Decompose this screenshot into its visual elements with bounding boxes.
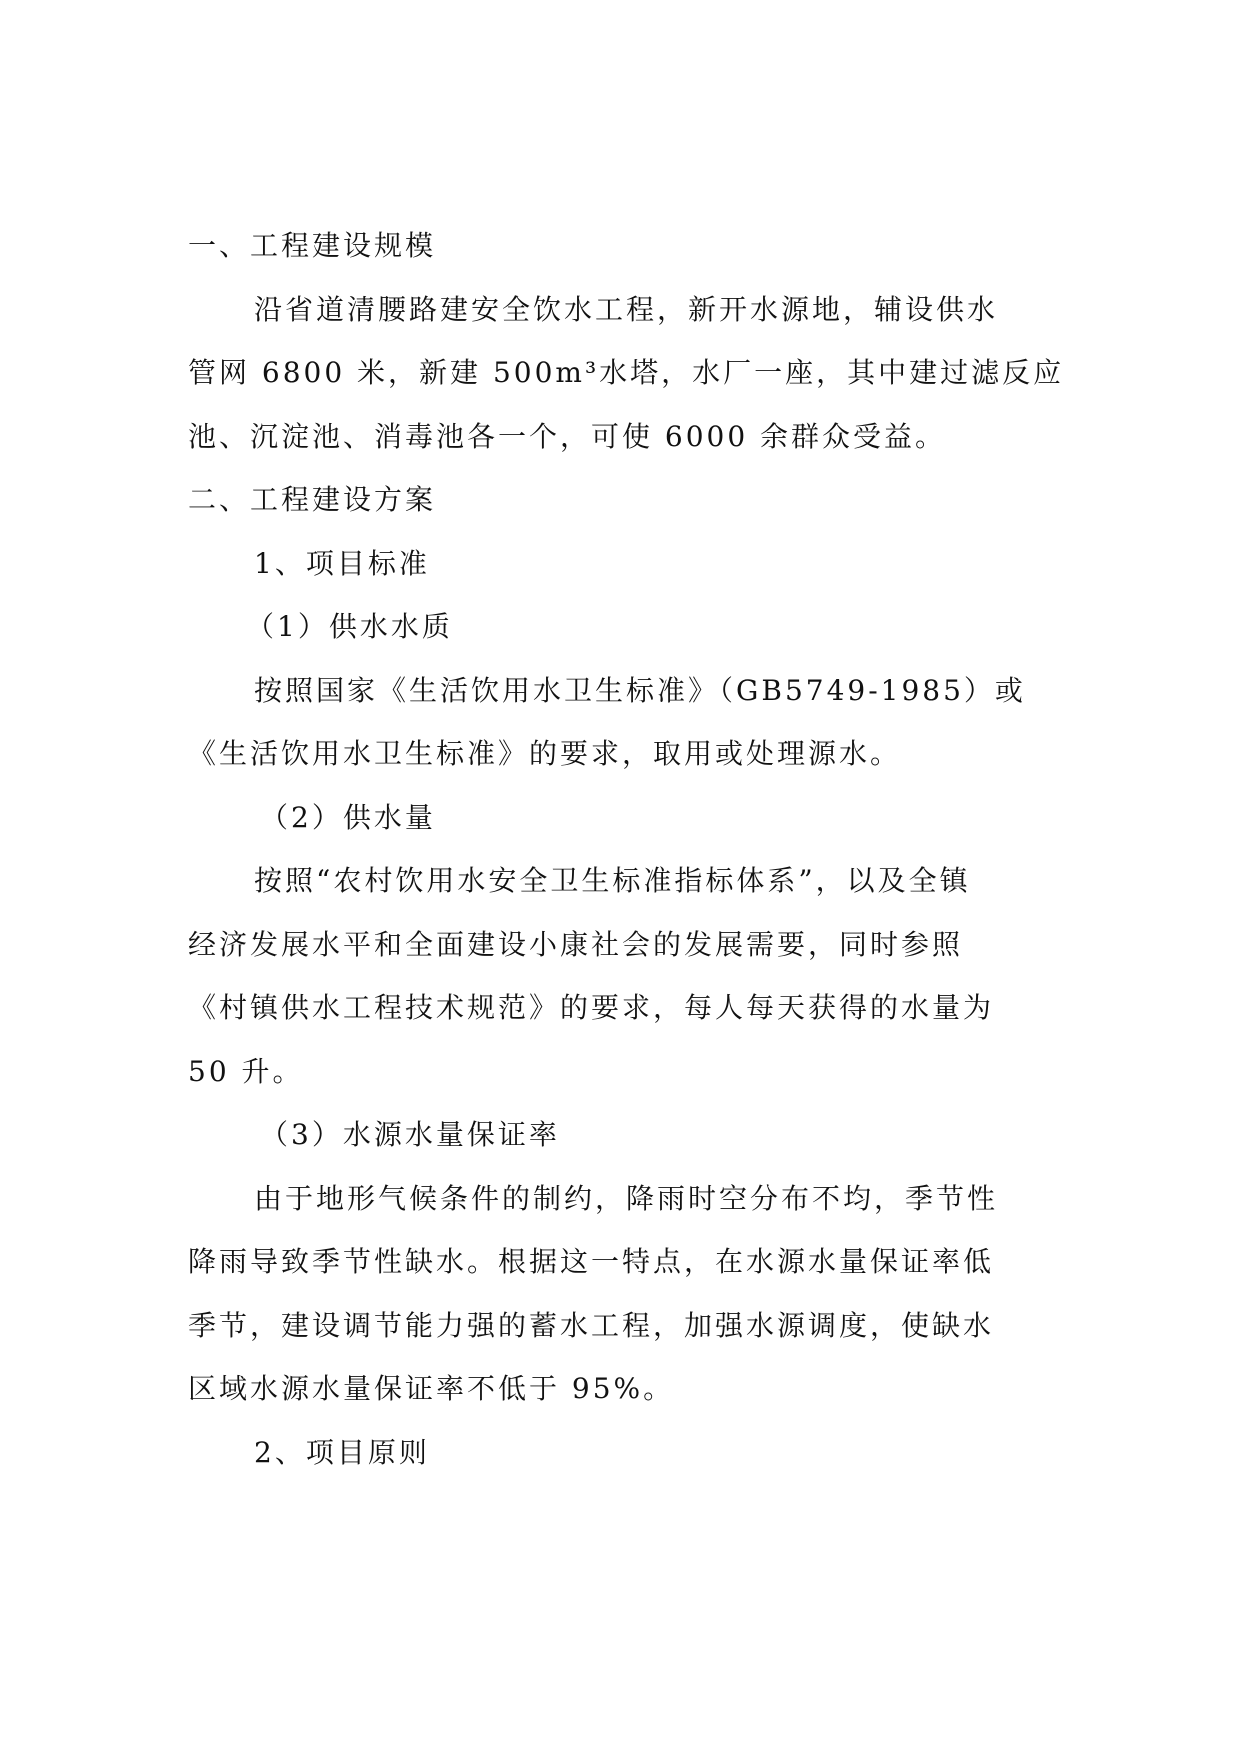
text-line: 沿省道清腰路建安全饮水工程，新开水源地，辅设供水 xyxy=(254,292,999,326)
paragraph-line xyxy=(188,1294,1068,1358)
paragraph-line xyxy=(188,278,1068,342)
section-heading-scale xyxy=(188,214,1068,278)
text-line: 季节，建设调节能力强的蓄水工程，加强水源调度，使缺水 xyxy=(188,1308,995,1342)
text-line: 二、工程建设方案 xyxy=(188,483,437,516)
paragraph-line xyxy=(188,1040,1068,1104)
text-line: 《生活饮用水卫生标准》的要求，取用或处理源水。 xyxy=(188,737,902,770)
paragraph-line xyxy=(188,659,1068,723)
section-heading-plan xyxy=(188,468,1068,532)
paragraph-line xyxy=(188,1357,1068,1421)
document-body xyxy=(188,214,1068,1484)
text-line: 按照国家《生活饮用水卫生标准》（GB5749-1985）或 xyxy=(254,673,1026,707)
subheading-project-standard xyxy=(188,532,1068,596)
text-line: （1）供水水质 xyxy=(246,610,453,643)
text-line: 2、项目原则 xyxy=(254,1435,430,1469)
text-line: 经济发展水平和全面建设小康社会的发展需要，同时参照 xyxy=(188,927,964,961)
paragraph-line xyxy=(188,913,1068,977)
text-line: 池、沉淀池、消毒池各一个，可使 6000 余群众受益。 xyxy=(188,419,947,453)
text-line: 《村镇供水工程技术规范》的要求，每人每天获得的水量为 xyxy=(188,991,995,1024)
text-line: 50 升。 xyxy=(188,1054,304,1088)
text-line: 降雨导致季节性缺水。根据这一特点，在水源水量保证率低 xyxy=(188,1245,995,1278)
subheading-water-quality xyxy=(188,595,1068,659)
paragraph-line xyxy=(188,341,1068,405)
text-line: （2）供水量 xyxy=(260,800,436,834)
text-line: 管网 6800 米，新建 500m³水塔，水厂一座，其中建过滤反应 xyxy=(188,356,1065,389)
text-line: （3）水源水量保证率 xyxy=(260,1118,560,1151)
paragraph-line xyxy=(188,1167,1068,1231)
text-line: 1、项目标准 xyxy=(254,546,430,580)
subheading-project-principles xyxy=(188,1421,1068,1485)
paragraph-line xyxy=(188,976,1068,1040)
text-line: 由于地形气候条件的制约，降雨时空分布不均，季节性 xyxy=(254,1181,999,1215)
subheading-water-quantity xyxy=(188,786,1068,850)
text-line: 按照“农村饮用水安全卫生标准指标体系”，以及全镇 xyxy=(254,864,971,897)
paragraph-line xyxy=(188,722,1068,786)
text-line: 区域水源水量保证率不低于 95%。 xyxy=(188,1372,675,1405)
paragraph-line xyxy=(188,849,1068,913)
paragraph-line xyxy=(188,405,1068,469)
text-line: 一、工程建设规模 xyxy=(188,229,437,262)
subheading-guarantee-rate xyxy=(188,1103,1068,1167)
paragraph-line xyxy=(188,1230,1068,1294)
